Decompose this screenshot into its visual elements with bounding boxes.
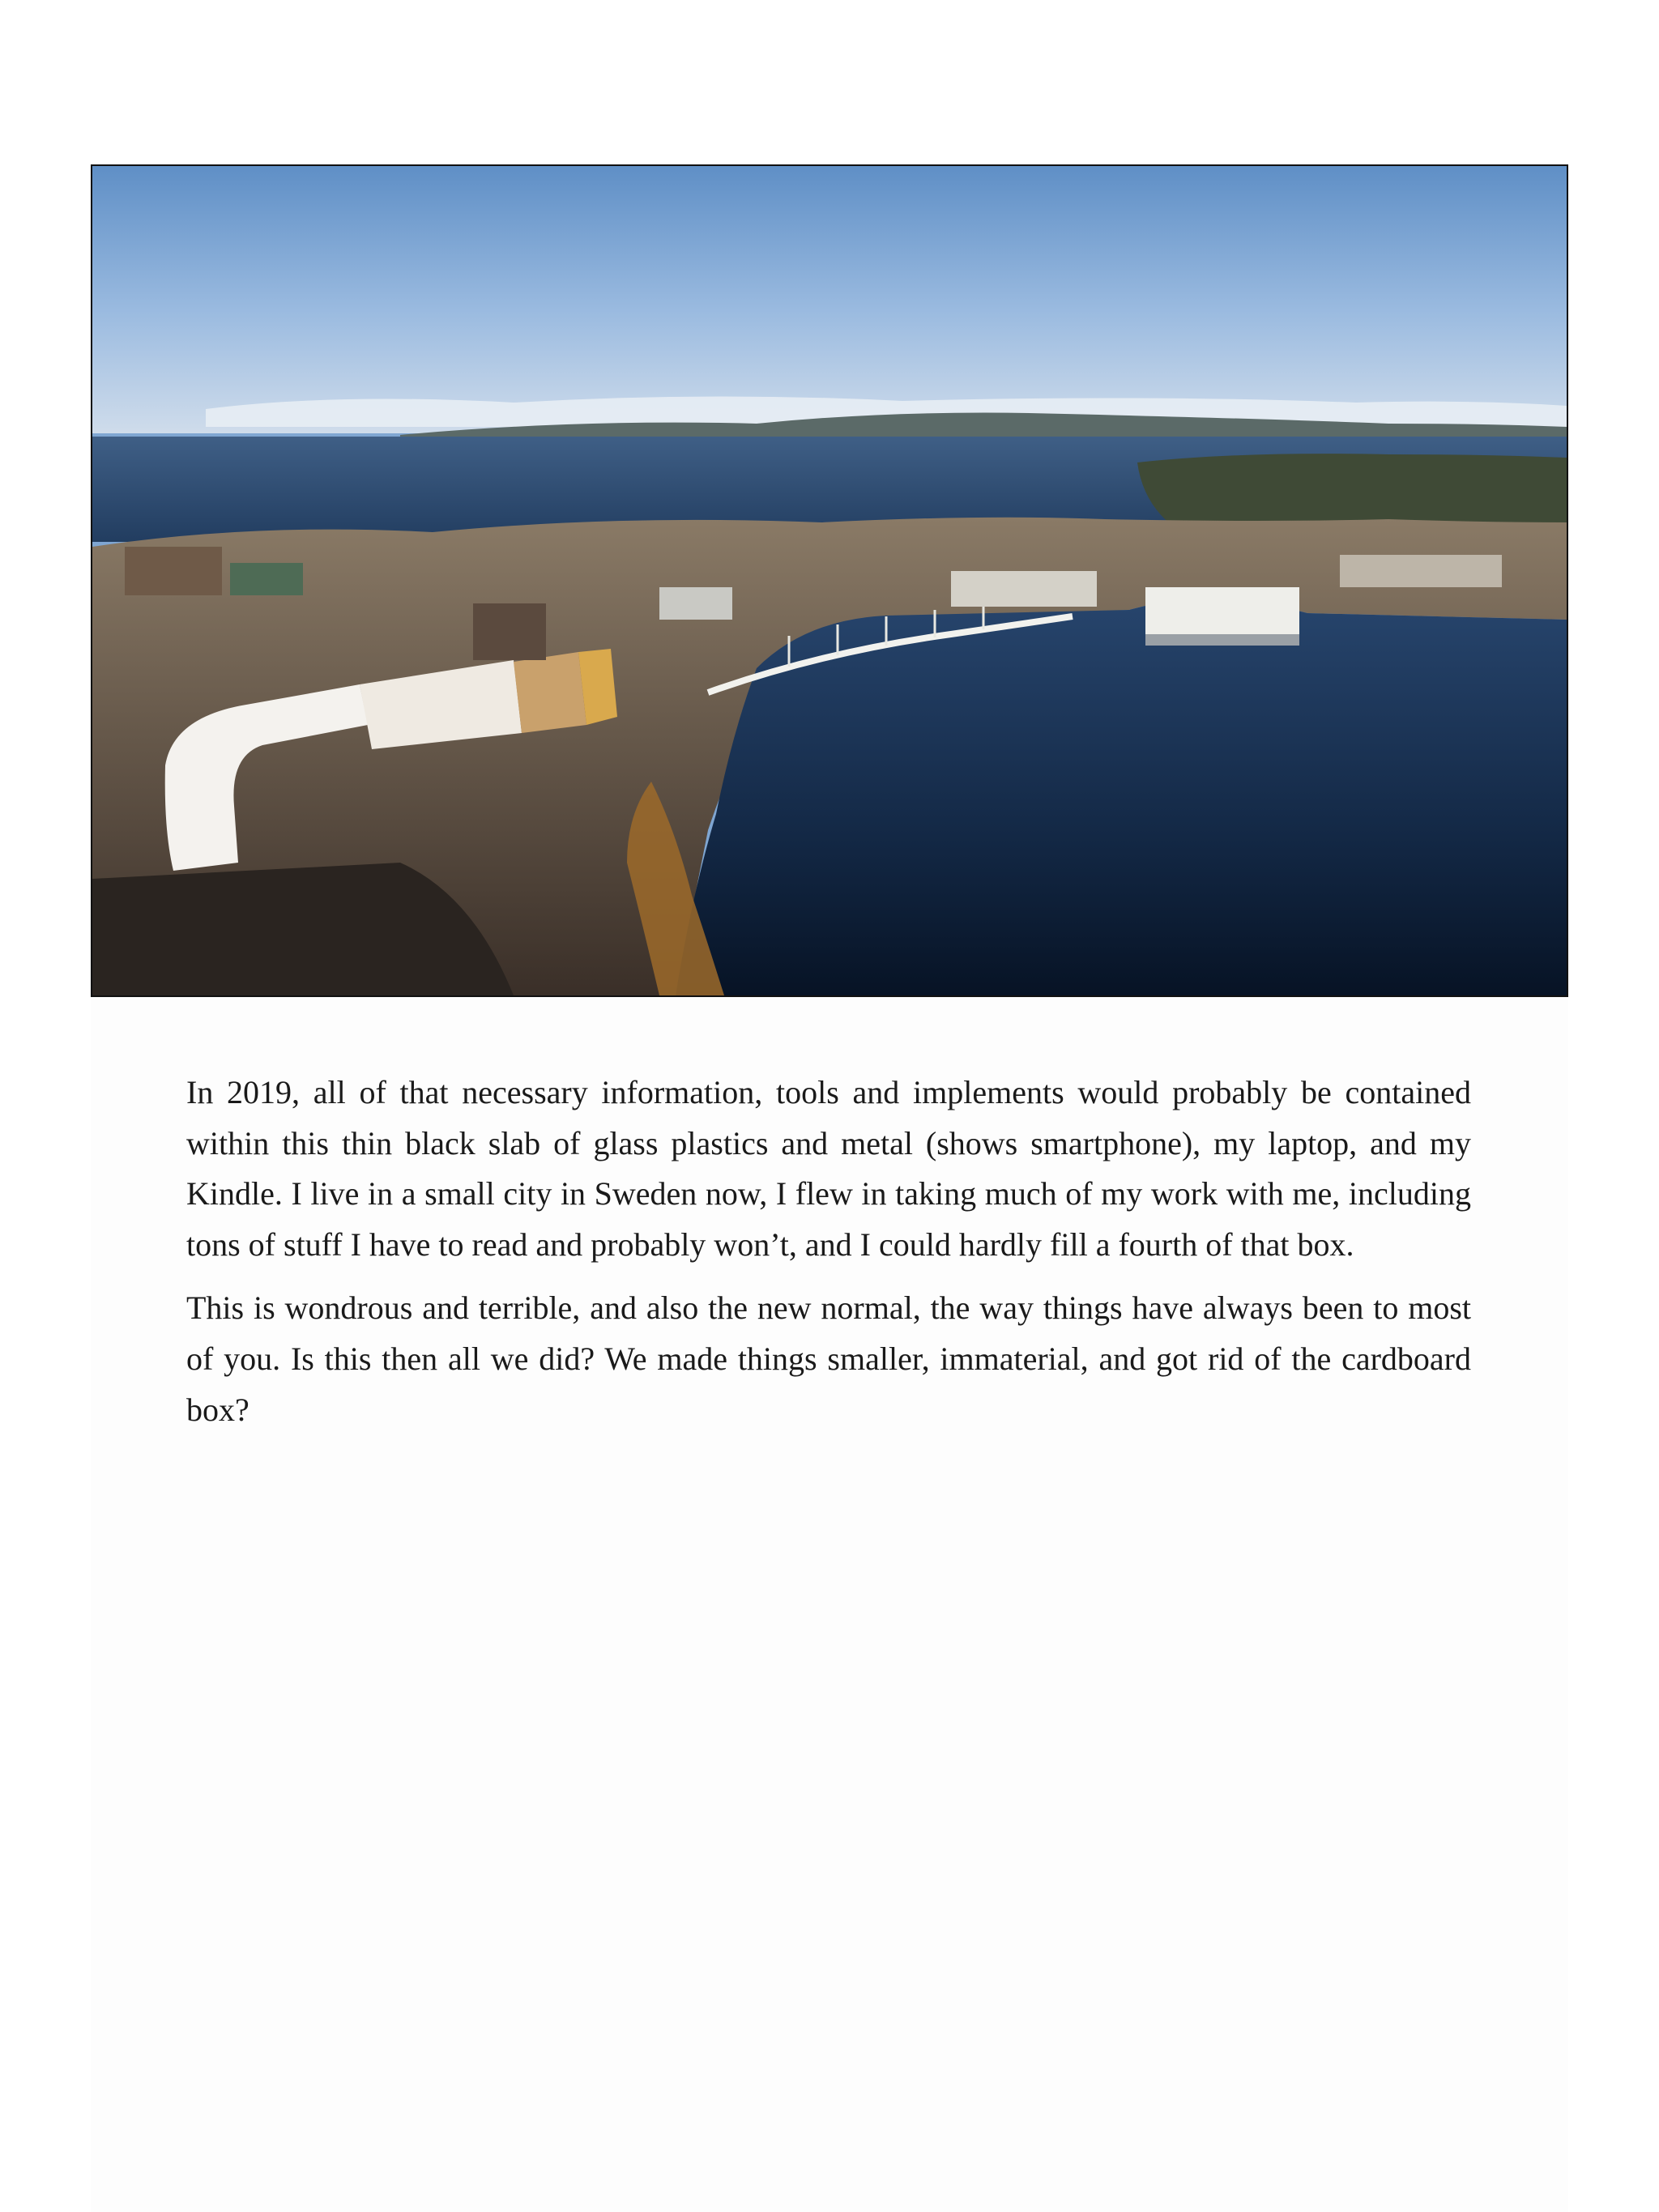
aerial-city-photo: [91, 164, 1568, 997]
body-text: [186, 1068, 1471, 1448]
paragraph: In 2019, all of that necessary information, tools and implements would probably be contained within this thin black slab of glass plastics and metal (shows smartphone), my laptop, and my Kindle. I live in a small city in Sweden now, I flew in taking much of my work with me, including tons of stuff I have to read and probably won’t, and I could hardly fill a fourth of that box.: [186, 1074, 1471, 1263]
paragraph: This is wondrous and terrible, and also the new normal, the way things have always been to most of you. Is this then all we did? We made things smaller, immaterial, and got rid of the cardboard box?: [186, 1289, 1471, 1428]
